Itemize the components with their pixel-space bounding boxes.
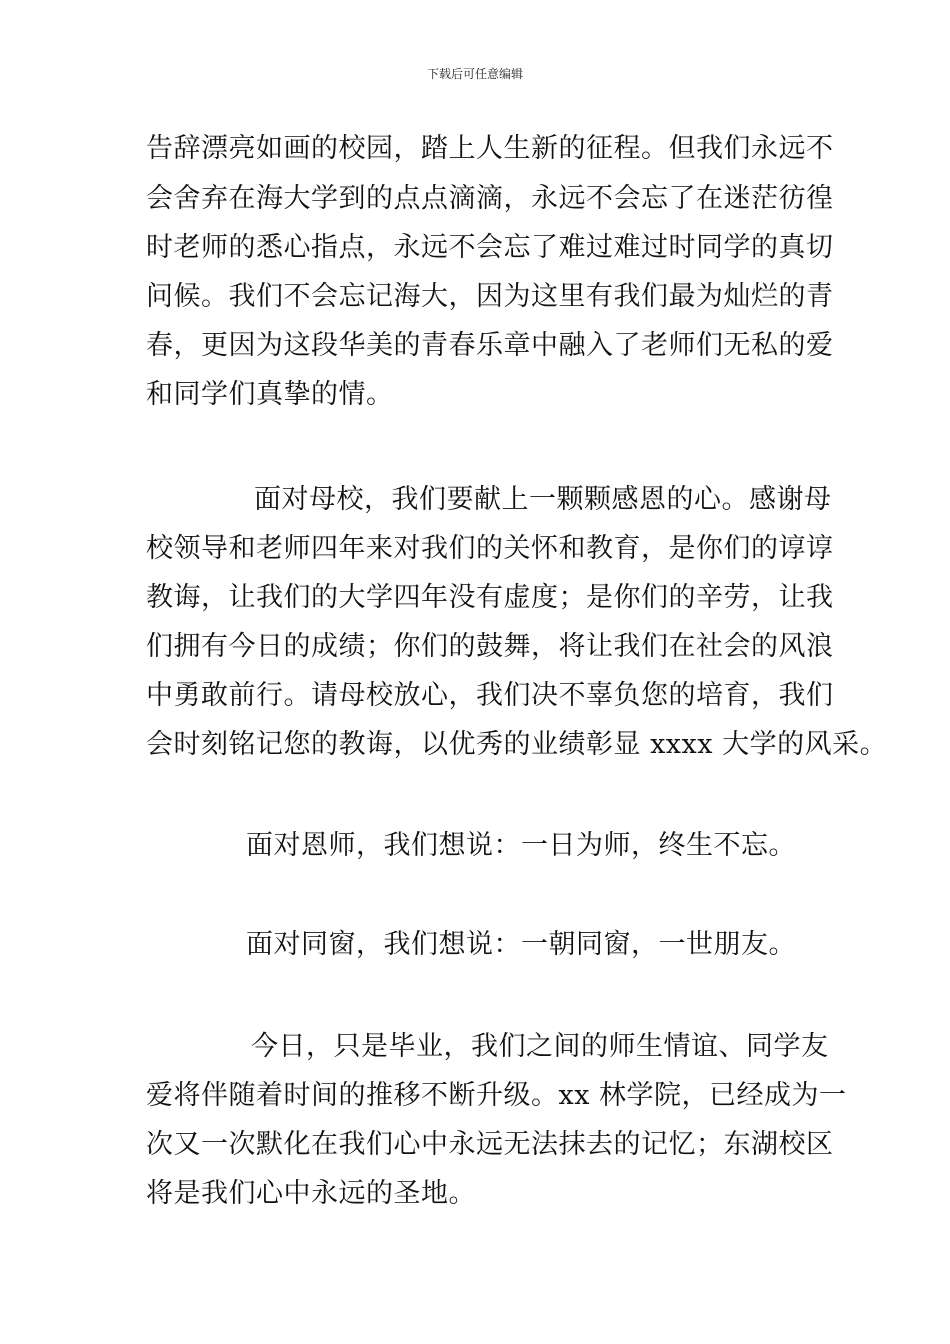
- paragraph-5-line-4: 将是我们心中永远的圣地。: [146, 1178, 476, 1209]
- paragraph-5-line-1: 今日，只是毕业，我们之间的师生情谊、同学友: [251, 1031, 829, 1062]
- paragraph-2-line-1: 面对母校，我们要献上一颗颗感恩的心。感谢母: [254, 484, 832, 515]
- paragraph-2-line-3: 教诲，让我们的大学四年没有虚度；是你们的辛劳，让我: [146, 582, 834, 613]
- header-note: 下载后可任意编辑: [426, 67, 523, 81]
- paragraph-1-line-5: 春，更因为这段华美的青春乐章中融入了老师们无私的爱: [146, 330, 834, 361]
- paragraph-1-line-3: 时老师的悉心指点，永远不会忘了难过难过时同学的真切: [146, 232, 834, 263]
- paragraph-1-line-2: 会舍弃在海大学到的点点滴滴，永远不会忘了在迷茫彷徨: [146, 183, 834, 214]
- paragraph-2-line-5: 中勇敢前行。请母校放心，我们决不辜负您的培育，我们: [146, 680, 834, 711]
- paragraph-2-line-6: 会时刻铭记您的教诲，以优秀的业绩彰显 xxxx 大学的风采。: [146, 729, 888, 760]
- paragraph-4-line-1: 面对同窗，我们想说：一朝同窗，一世朋友。: [246, 929, 796, 960]
- paragraph-1-line-6: 和同学们真挚的情。: [146, 379, 394, 410]
- paragraph-2-line-4: 们拥有今日的成绩；你们的鼓舞，将让我们在社会的风浪: [146, 631, 834, 662]
- paragraph-1-line-4: 问候。我们不会忘记海大，因为这里有我们最为灿烂的青: [146, 281, 834, 312]
- paragraph-1-line-1: 告辞漂亮如画的校园，踏上人生新的征程。但我们永远不: [146, 133, 834, 164]
- paragraph-3-line-1: 面对恩师，我们想说：一日为师，终生不忘。: [246, 830, 796, 861]
- paragraph-5-line-3: 次又一次默化在我们心中永远无法抹去的记忆；东湖校区: [146, 1129, 834, 1160]
- paragraph-2-line-2: 校领导和老师四年来对我们的关怀和教育，是你们的谆谆: [146, 533, 834, 564]
- paragraph-5-line-2: 爱将伴随着时间的推移不断升级。xx 林学院，已经成为一: [146, 1080, 847, 1111]
